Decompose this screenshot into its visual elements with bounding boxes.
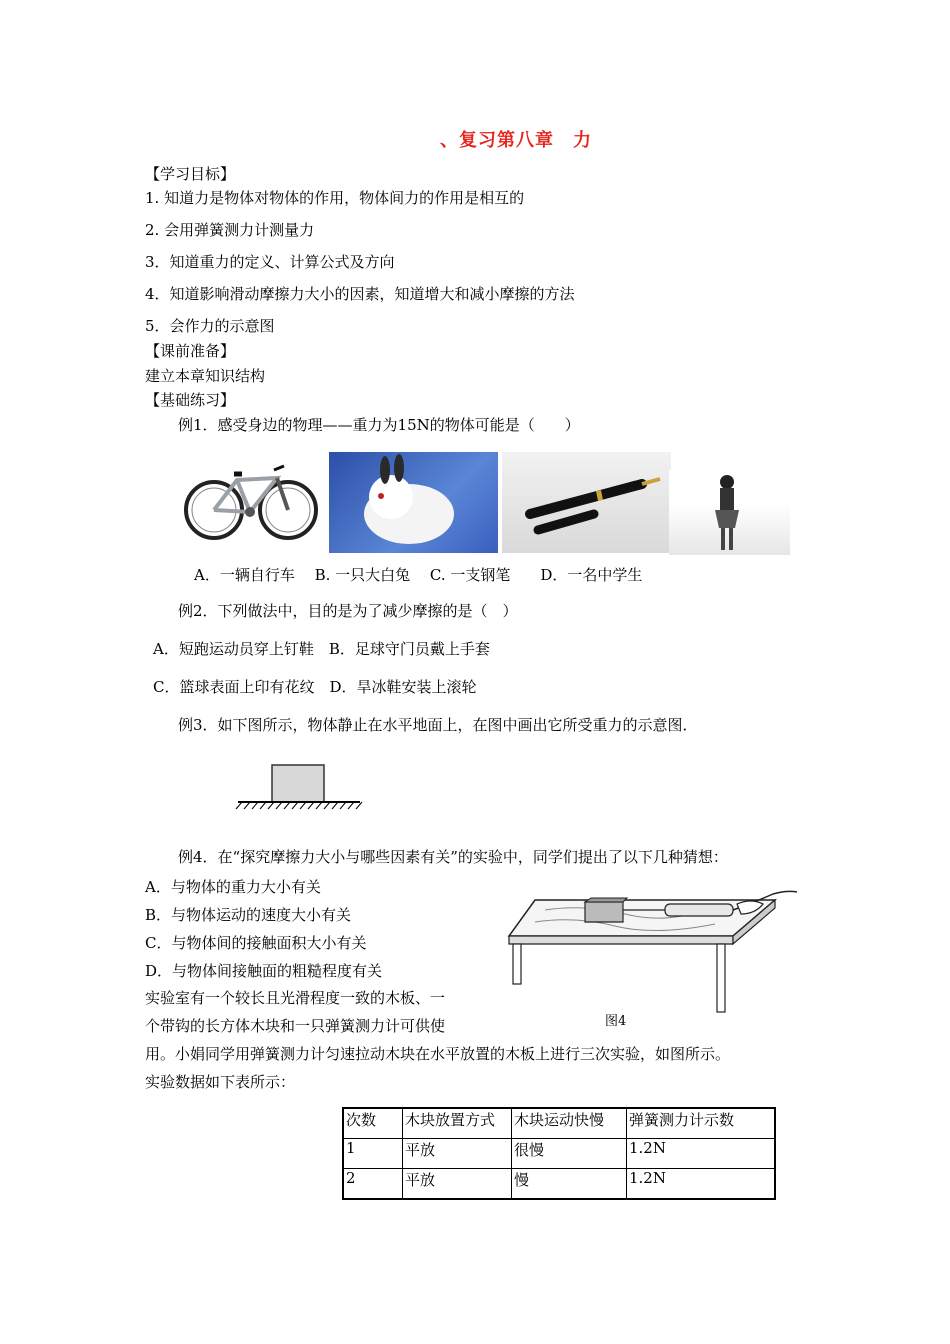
table-cell: 平放 [403, 1139, 512, 1169]
ex2-options-cd: C．篮球表面上印有花纹 D．旱冰鞋安装上滚轮 [153, 678, 477, 696]
prep-text: 建立本章知识结构 [145, 367, 266, 385]
data-table [342, 1107, 776, 1200]
table-cell: 1 [343, 1139, 403, 1169]
ex3-question: 例3．如下图所示，物体静止在水平地面上，在图中画出它所受重力的示意图． [178, 716, 698, 734]
prep-header: 【课前准备】 [145, 342, 236, 360]
goal-item: 5．会作力的示意图 [145, 317, 275, 335]
table-header: 木块运动快慢 [512, 1108, 627, 1139]
table-cell: 1.2N [627, 1169, 776, 1200]
practice-header: 【基础练习】 [145, 391, 236, 409]
table-cell: 慢 [512, 1169, 627, 1200]
ex1-options: A．一辆自行车 B. 一只大白兔 C. 一支钢笔 D．一名中学生 [194, 566, 643, 584]
guess-item: D．与物体间接触面的粗糙程度有关 [145, 962, 383, 980]
page-title: 、复习第八章 力 [440, 130, 592, 151]
ex2-question: 例2．下列做法中，目的是为了减少摩擦的是（ ） [178, 602, 518, 620]
bicycle-image [182, 452, 320, 544]
table-cell: 平放 [403, 1169, 512, 1200]
ex4-text: 实验数据如下表所示： [145, 1073, 296, 1091]
table-row [343, 1139, 775, 1169]
guess-item: B．与物体运动的速度大小有关 [145, 906, 352, 924]
ex4-text: 个带钩的长方体木块和一只弹簧测力计可供使 [145, 1017, 446, 1035]
student-image [669, 470, 790, 555]
table-row [343, 1169, 775, 1200]
ex1-question: 例1．感受身边的物理——重力为15N的物体可能是（ ） [178, 416, 580, 434]
table-header-row [343, 1108, 775, 1139]
goal-item: 2. 会用弹簧测力计测量力 [145, 221, 315, 239]
ex4-text: 用。小娟同学用弹簧测力计匀速拉动木块在水平放置的木板上进行三次实验，如图所示。 [145, 1045, 731, 1063]
table-cell: 1.2N [627, 1139, 776, 1169]
figure-caption: 图4 [605, 1014, 627, 1029]
table-header: 次数 [343, 1108, 403, 1139]
rabbit-image [329, 452, 498, 553]
ex2-options-ab: A．短跑运动员穿上钉鞋 B．足球守门员戴上手套 [153, 640, 490, 658]
table-cell: 2 [343, 1169, 403, 1200]
table-cell: 很慢 [512, 1139, 627, 1169]
goal-item: 3．知道重力的定义、计算公式及方向 [145, 253, 395, 271]
goals-header: 【学习目标】 [145, 165, 236, 183]
guess-item: C．与物体间的接触面积大小有关 [145, 934, 367, 952]
table-header: 弹簧测力计示数 [627, 1108, 776, 1139]
goal-item: 1. 知道力是物体对物体的作用，物体间力的作用是相互的 [145, 189, 525, 207]
friction-experiment-figure [505, 880, 800, 1015]
goal-item: 4．知道影响滑动摩擦力大小的因素，知道增大和减小摩擦的方法 [145, 285, 575, 303]
ex4-text: 实验室有一个较长且光滑程度一致的木板、一 [145, 989, 446, 1007]
block-on-ground-diagram [234, 752, 364, 812]
ex4-question: 例4．在“探究摩擦力大小与哪些因素有关”的实验中，同学们提出了以下几种猜想： [178, 848, 728, 866]
guess-item: A．与物体的重力大小有关 [145, 878, 321, 896]
pen-image [502, 452, 671, 553]
table-header: 木块放置方式 [403, 1108, 512, 1139]
